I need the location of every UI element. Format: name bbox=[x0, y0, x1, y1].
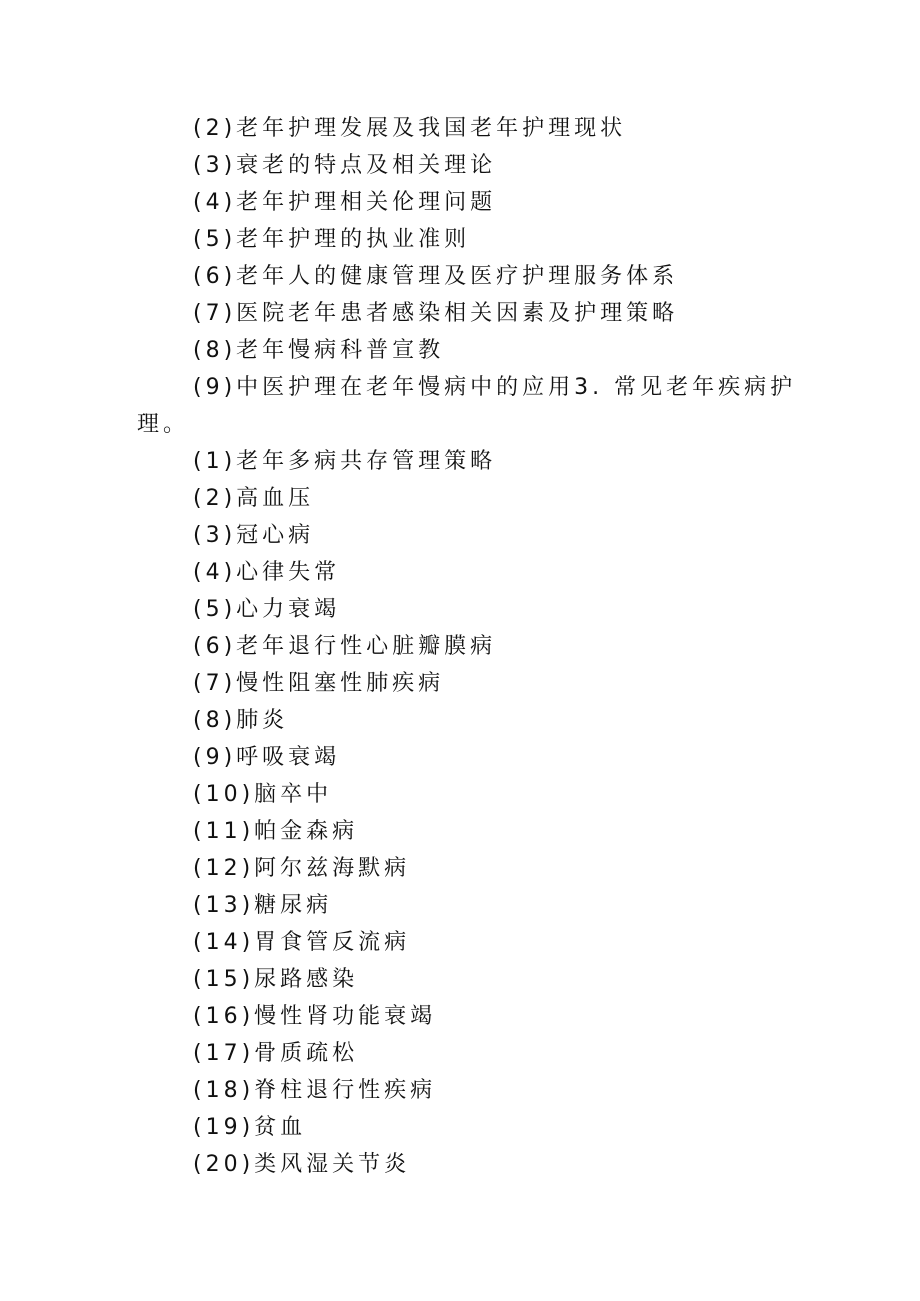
list-item: (8)老年慢病科普宣教 bbox=[193, 338, 445, 363]
list-item: (9)呼吸衰竭 bbox=[193, 745, 341, 770]
list-item: (20)类风湿关节炎 bbox=[193, 1152, 411, 1177]
list-item: (6)老年人的健康管理及医疗护理服务体系 bbox=[193, 264, 679, 289]
list-item: (16)慢性肾功能衰竭 bbox=[193, 1004, 437, 1029]
list-item: (12)阿尔兹海默病 bbox=[193, 856, 411, 881]
list-item: (11)帕金森病 bbox=[193, 819, 359, 844]
list-item: (2)老年护理发展及我国老年护理现状 bbox=[193, 116, 627, 141]
list-item: (3)冠心病 bbox=[193, 523, 315, 548]
list-item: (1)老年多病共存管理策略 bbox=[193, 449, 497, 474]
list-item: (10)脑卒中 bbox=[193, 782, 333, 807]
list-item: (4)老年护理相关伦理问题 bbox=[193, 190, 497, 215]
list-item: (6)老年退行性心脏瓣膜病 bbox=[193, 634, 497, 659]
document-body bbox=[137, 110, 797, 1183]
list-item: (19)贫血 bbox=[193, 1115, 307, 1140]
list-item: (5)老年护理的执业准则 bbox=[193, 227, 471, 252]
list-item: (5)心力衰竭 bbox=[193, 597, 341, 622]
list-item: (7)慢性阻塞性肺疾病 bbox=[193, 671, 445, 696]
list-item: (4)心律失常 bbox=[193, 560, 341, 585]
list-item: (13)糖尿病 bbox=[193, 893, 333, 918]
list-item: (7)医院老年患者感染相关因素及护理策略 bbox=[193, 301, 679, 326]
list-item: (8)肺炎 bbox=[193, 708, 289, 733]
list-item-wrapped-line2: 理。 bbox=[137, 412, 190, 437]
list-item: (14)胃食管反流病 bbox=[193, 930, 411, 955]
list-item: (17)骨质疏松 bbox=[193, 1041, 359, 1066]
list-item: (18)脊柱退行性疾病 bbox=[193, 1078, 437, 1103]
list-item: (3)衰老的特点及相关理论 bbox=[193, 153, 497, 178]
list-item-wrapped-line1: (9)中医护理在老年慢病中的应用3. 常见老年疾病护 bbox=[193, 375, 797, 400]
list-item: (2)高血压 bbox=[193, 486, 315, 511]
list-item: (15)尿路感染 bbox=[193, 967, 359, 992]
